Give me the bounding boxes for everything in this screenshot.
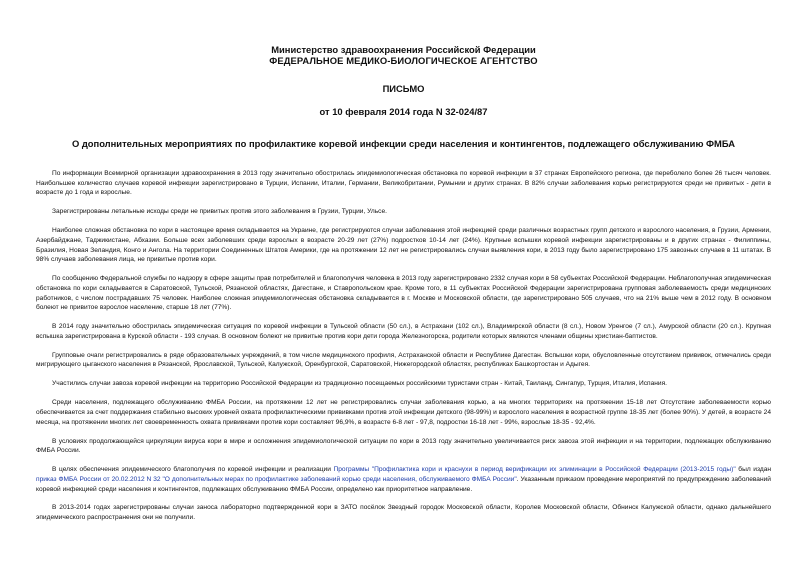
agency-name: ФЕДЕРАЛЬНОЕ МЕДИКО-БИОЛОГИЧЕСКОЕ АГЕНТСТВО: [269, 55, 538, 66]
paragraph-risk-import: В условиях продолжающейся циркуляции вируса кори в мире и осложнения эпидемиологической ситуации по кори в 2013 году значительно увеличивается риск завоза этой инфекции и на территории, подлежащих обслуживанию ФМБА России.: [36, 437, 771, 455]
document-date: от 10 февраля 2014 года N 32-024/87: [319, 106, 488, 117]
paragraph-group-outbreaks: Групповые очаги регистрировались в ряде образовательных учреждений, в том числе медицинского профиля, Астраханской области и Республике Дагестан. Вспышки кори, обусловленные отсутствием прививок, отмечались среди мигрирующего цыганского населения в Рязанской, Ярославской, Тульской, Калужской, Оренбургской, Саратовской, Нижегородской областях, республиках Башкортостан и Адыгея.: [36, 351, 771, 369]
document-body: [36, 169, 771, 523]
paragraph-imported-cases: Участились случаи завоза коревой инфекции на территорию Российской Федерации из традиционно посещаемых российскими туристами стран - Китай, Таиланд, Сингапур, Турция, Италия, Испания.: [52, 380, 667, 388]
paragraph-zato-cases: В 2013-2014 годах зарегистрированы случаи заноса лабораторно подтвержденной кори в ЗАТО посёлок Звездный городок Московской области, Королев Московской области, Обнинск Калужской области, однако дальнейшего эпидемического распространения они не получили.: [36, 504, 771, 522]
paragraph-rospotrebnadzor: По сообщению Федеральной службы по надзору в сфере защиты прав потребителей и благополучия человека в 2013 году зарегистрировано 2332 случая кори в 58 субъектах Российской Федерации. Неблагополучная эпидемическая обстановка по кори складывается в Саратовской, Тульской, Рязанской областях, Дагестане, и Ставропольском крае. Кроме того, в 11 субъектах Российской Федерации зарегистрирована групповая заболеваемость среди медицинских работников, с числом пострадавших 75 человек. Наиболее сложная эпидемиологическая обстановка складывается в г. Москве и Московской области, где зарегистрировано 505 случаев, что на 21% выше чем в 2012 году. В основном болеют не привитое взрослое население, старше 18 лет (77%).: [36, 275, 771, 312]
document-header: [36, 44, 771, 66]
program-intro-text: В целях обеспечения эпидемического благополучия по коревой инфекции и реализации: [52, 466, 334, 474]
paragraph-who-europe: По информации Всемирной организации здравоохранения в 2013 году значительно обострилась эпидемиологическая обстановка по коревой инфекции в 37 странах Европейского региона, где переболело более 26 тысяч человек. Наибольшее количество случаев коревой инфекции зарегистрировано в Турции, Испании, Италии, Германии, Великобритании, Румынии и других странах. В 82% случаи заболевания корью регистрируются среди не привитых - дети в возрасте до 1 года и взрослые.: [36, 170, 771, 197]
program-mid-text: был издан: [735, 466, 772, 474]
paragraph-ukraine-situation: Наиболее сложная обстановка по кори в настоящее время складывается на Украине, где регистрируются случаи заболевания этой инфекцией среди различных возрастных групп детского и взрослого населения, в Грузии, Армении, Азербайджане, Таджикистане, Абхазии. Больше всех заболевших среди взрослых в возрасте 20-29 лет (27%) подростков 10-14 лет (24%). Крупные вспышки коревой инфекции зарегистрированы и в других странах - Филиппины, Бразилия, Новая Зеландия, Конго и Ангола. На территории Соединенных Штатов Америки, где на протяжении 12 лет не регистрировались случаи выявления кори, в 2013 году было зарегистрировано 175 завозных случаев в 11 штатах. В 98% случаев заболевания лица, не привитые против кори.: [36, 227, 771, 264]
ministry-name: Министерство здравоохранения Российской Федерации: [271, 44, 536, 55]
paragraph-fmba-population: Среди населения, подлежащего обслуживанию ФМБА России, на протяжении 12 лет не регистрировались случаи заболевания корью, а на многих территориях на протяжении 15-18 лет Отсутствие заболеваемости корью обеспечивается за счет поддержания стабильно высоких уровней охвата профилактическими прививками против этой инфекции детского (98-99%) и взрослого населения в возрастной группе 18-35 лет (более 90%). У детей, в возрасте 24 месяца, на протяжении многих лет своевременность охвата прививками против кори составляет 96,9%, в возрасте 6-8 лет - 97,8, подростки 16-18 лет - 99%, взрослые 18-35 - 92,4%.: [36, 399, 771, 426]
paragraph-program-order: [36, 465, 771, 494]
order-link[interactable]: приказ ФМБА России от 20.02.2012 N 32 "О дополнительных мерах по профилактике заболеваний корью среди населения, обслуживаемого ФМБА России": [36, 475, 517, 483]
document-type: ПИСЬМО: [382, 83, 425, 94]
paragraph-2014-regions: В 2014 году значительно обострилась эпидемическая ситуация по коревой инфекции в Тульской области (50 сл.), в Астрахани (102 сл.), Владимирской области (8 сл.), Новом Уренгое (7 сл.), Амурской области (20 сл.). Крупная вспышка зарегистрирована в Курской области - 193 случая. В основном болеют не привитые против кори дети города Железногорска, родители которых являются членами общины христиан-баптистов.: [36, 323, 771, 340]
document-title: О дополнительных мероприятиях по профилактике коревой инфекции среди населения и контингентов, подлежащего обслуживанию ФМБА: [71, 138, 736, 149]
paragraph-fatal-outcomes: Зарегистрированы летальные исходы среди не привитых против этого заболевания в Грузии, Турции, Ульсе.: [52, 208, 387, 216]
program-tail-text: . Указанным приказом проведение мероприятий по предупреждению заболеваний коревой инфекцией среди населения и контингентов, подлежащих обслуживанию ФМБА России, определено как приоритетное направление.: [36, 475, 771, 493]
program-link[interactable]: Программы "Профилактика кори и краснухи в период верификации их элиминации в Российской Федерации (2013-2015 годы)": [333, 466, 736, 474]
